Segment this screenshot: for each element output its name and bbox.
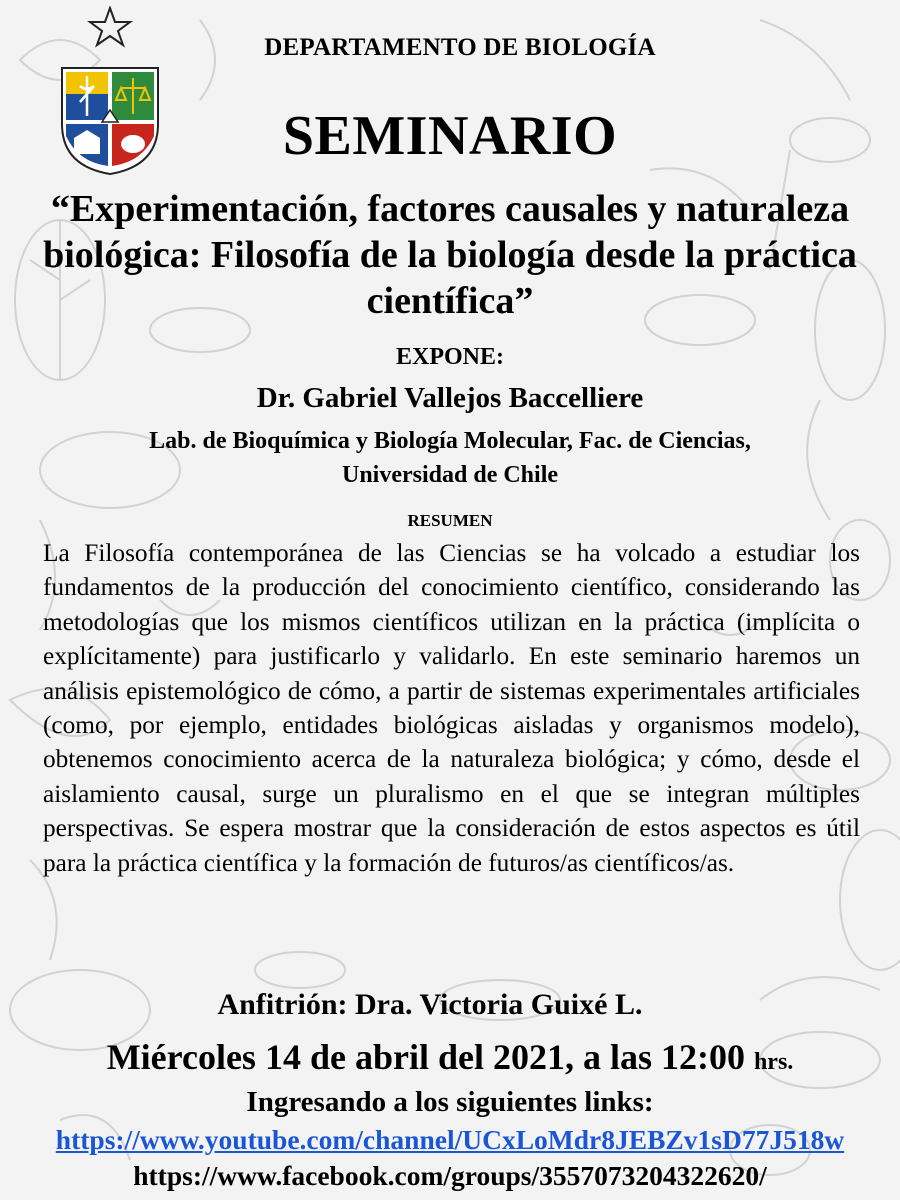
affiliation-line-2: Universidad de Chile: [341, 462, 559, 488]
summary-label: RESUMEN: [407, 511, 493, 530]
links-label: Ingresando a los siguientes links:: [246, 1086, 654, 1118]
department-name: DEPARTAMENTO DE BIOLOGÍA: [264, 34, 656, 61]
event-date: [40, 1036, 860, 1078]
facebook-link[interactable]: https://www.facebook.com/groups/3557073204322620/: [133, 1160, 767, 1191]
summary-text: La Filosofía contemporánea de las Ciencias se ha volcado a estudiar los fundamentos de la producción del conocimiento científico, considerando las metodologías que los mismos científicos utilizan en la práctica (implícita o explícitamente) para justificarlo y validarlo. En este seminario haremos un análisis epistemológico de cómo, a partir de sistemas experimentales artificiales (como, por ejemplo, entidades biológicas aisladas y organismos modelo), obtenemos conocimiento acerca de la naturaleza biológica; y cómo, desde el aislamiento causal, surge un pluralismo en el que se integran múltiples perspectivas. Se espera mostrar que la consideración de estos aspectos es útil para la práctica científica y la formación de futuros/as científicos/as.: [43, 539, 860, 877]
speaker-affiliation: [40, 424, 860, 492]
event-date-text: Miércoles 14 de abril del 2021, a las 12:00: [106, 1037, 745, 1077]
seminar-title: “Experimentación, factores causales y naturaleza biológica: Filosofía de la biología desde la práctica científica”: [43, 188, 857, 322]
affiliation-line-1: Lab. de Bioquímica y Biología Molecular, Fac. de Ciencias,: [149, 428, 751, 454]
expone-label: EXPONE:: [396, 344, 504, 370]
event-hrs: hrs.: [753, 1049, 794, 1075]
university-crest-icon: [58, 6, 162, 176]
event-type-heading: SEMINARIO: [282, 105, 618, 167]
host-line: Anfitrión: Dra. Victoria Guixé L.: [217, 988, 643, 1021]
youtube-link[interactable]: https://www.youtube.com/channel/UCxLoMdr8JEBZv1sD77J518w: [55, 1124, 845, 1155]
speaker-name: Dr. Gabriel Vallejos Baccelliere: [256, 382, 644, 414]
